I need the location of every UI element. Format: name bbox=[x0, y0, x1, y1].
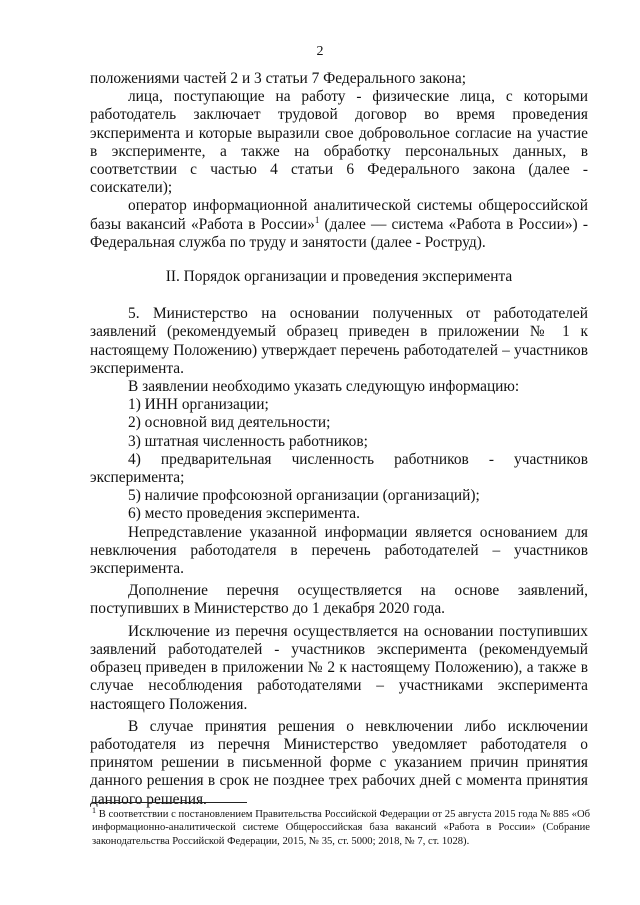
paragraph: В заявлении необходимо указать следующую информацию: bbox=[128, 378, 520, 396]
paragraph: Исключение из перечня осуществляется на основании поступивших заявлений работодателей - участников эксперимента (рекомендуемый образец приведен в приложении № 2 к настоящему Положению), а также в случае несоблюдения работодателями – участниками эксперимента настоящего Положения. bbox=[90, 622, 588, 713]
footnote-divider bbox=[92, 802, 247, 803]
paragraph-operator bbox=[90, 197, 588, 252]
list-item: 5) наличие профсоюзной организации (организаций); bbox=[128, 487, 480, 505]
paragraph: лица, поступающие на работу - физические лица, с которыми работодатель заключает трудовой договор во время проведения эксперимента и которые выразили свое добровольное согласие на участие в эксперименте, а также на обработку персональных данных, в соответствии с частью 4 статьи 6 Федерального закона (далее - соискатели); bbox=[90, 88, 588, 197]
paragraph-operator-text: оператор информационной аналитической системы общероссийской базы вакансий «Работа в России» bbox=[90, 197, 588, 233]
page-number: 2 bbox=[316, 44, 324, 59]
footnote bbox=[92, 808, 590, 848]
list-item: 3) штатная численность работников; bbox=[128, 432, 368, 450]
list-item: 4) предварительная численность работников - участников эксперимента; bbox=[90, 450, 588, 487]
paragraph: Дополнение перечня осуществляется на основе заявлений, поступивших в Министерство до 1 декабря 2020 года. bbox=[90, 582, 588, 618]
document-body bbox=[90, 70, 588, 809]
footnote-ref: 1 bbox=[314, 214, 320, 225]
paragraph: 5. Министерство на основании полученных от работодателей заявлений (рекомендуемый образец приведен в приложении № 1 к настоящему Положению) утверждает перечень работодателей – участников эксперимента. bbox=[90, 305, 588, 377]
section-heading: II. Порядок организации и проведения эксперимента bbox=[165, 268, 513, 286]
paragraph: Непредставление указанной информации является основанием для невключения работодателя в перечень работодателей – участников эксперимента. bbox=[90, 523, 588, 578]
footnote-marker: 1 bbox=[92, 806, 96, 815]
list-item: 1) ИНН организации; bbox=[128, 396, 269, 414]
paragraph: В случае принятия решения о невключении либо исключении работодателя из перечня Министерство уведомляет работодателя о принятом решении в письменной форме с указанием причин принятия данного решения в срок не позднее трех рабочих дней с момента принятия данного решения. bbox=[90, 717, 588, 808]
list-item: 6) место проведения эксперимента. bbox=[128, 505, 360, 523]
paragraph-operator-text-cont: (далее — система «Работа в России») - Федеральная служба по труду и занятости (далее - Роструд). bbox=[90, 215, 588, 251]
paragraph: положениями частей 2 и 3 статьи 7 Федерального закона; bbox=[90, 70, 466, 87]
list-item: 2) основной вид деятельности; bbox=[128, 414, 331, 432]
footnote-text: В соответствии с постановлением Правительства Российской Федерации от 25 августа 2015 года № 885 «Об информационно-аналитической системе Общероссийская база вакансий «Работа в России» (Собрание законодательства Российской Федерации, 2015, № 35, ст. 5000; 2018, № 7, ст. 1028). bbox=[92, 809, 590, 847]
